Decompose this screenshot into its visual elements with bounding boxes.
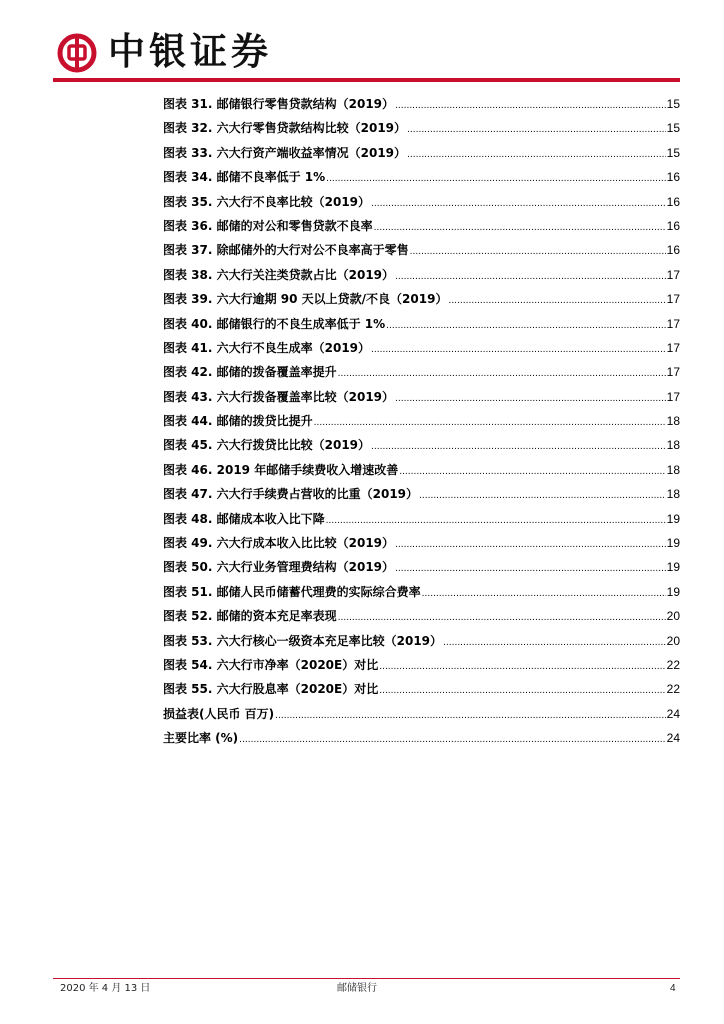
toc-entry-label: 图表 50. 六大行业务管理费结构（2019） — [163, 560, 395, 575]
toc-entry-page: 16 — [666, 194, 680, 209]
toc-entry-label: 损益表(人民币 百万) — [163, 706, 275, 721]
toc-entry-label: 图表 38. 六大行关注类贷款占比（2019） — [163, 267, 395, 282]
toc-entry-page: 19 — [666, 511, 680, 526]
header-divider — [53, 78, 680, 82]
toc-entry-label: 图表 49. 六大行成本收入比比较（2019） — [163, 536, 395, 551]
toc-entry[interactable] — [163, 165, 680, 189]
toc-entry[interactable] — [163, 677, 680, 701]
toc-entry-page: 19 — [666, 536, 680, 551]
toc-entry[interactable] — [163, 238, 680, 262]
toc-dot-leader — [275, 704, 665, 726]
toc-dot-leader — [379, 655, 665, 677]
toc-entry[interactable] — [163, 653, 680, 677]
toc-dot-leader — [395, 387, 666, 409]
page-header — [0, 0, 724, 84]
toc-entry-label: 图表 53. 六大行核心一级资本充足率比较（2019） — [163, 633, 443, 648]
toc-entry-page: 17 — [666, 340, 680, 355]
toc-dot-leader — [371, 192, 666, 214]
toc-dot-leader — [443, 631, 666, 653]
toc-entry[interactable] — [163, 263, 680, 287]
toc-entry-page: 18 — [666, 438, 680, 453]
toc-entry-label: 图表 47. 六大行手续费占营收的比重（2019） — [163, 487, 419, 502]
toc-entry-label: 图表 54. 六大行市净率（2020E）对比 — [163, 657, 379, 672]
toc-entry-page: 22 — [666, 682, 680, 697]
toc-entry[interactable] — [163, 482, 680, 506]
toc-entry[interactable] — [163, 555, 680, 579]
toc-entry-label: 图表 33. 六大行资产端收益率情况（2019） — [163, 145, 407, 160]
bank-of-china-logo — [57, 33, 97, 73]
toc-dot-leader — [407, 143, 666, 165]
toc-entry[interactable] — [163, 287, 680, 311]
toc-dot-leader — [371, 435, 666, 457]
toc-entry[interactable] — [163, 507, 680, 531]
toc-entry-label: 图表 31. 邮储银行零售贷款结构（2019） — [163, 97, 395, 111]
toc-entry-page: 16 — [666, 218, 680, 233]
toc-dot-leader — [326, 167, 665, 189]
toc-dot-leader — [395, 557, 666, 579]
toc-entry-label: 图表 36. 邮储的对公和零售贷款不良率 — [163, 218, 373, 233]
toc-dot-leader — [379, 679, 665, 701]
toc-entry-label: 图表 39. 六大行逾期 90 天以上贷款/不良（2019） — [163, 292, 448, 307]
toc-dot-leader — [371, 338, 666, 360]
toc-entry-page: 19 — [666, 584, 680, 599]
toc-entry-page: 17 — [666, 267, 680, 282]
footer-date: 2020 年 4 月 13 日 — [60, 983, 151, 994]
toc-entry-page: 17 — [666, 389, 680, 404]
toc-dot-leader — [448, 289, 665, 311]
toc-dot-leader — [399, 460, 665, 482]
footer-divider — [53, 978, 680, 979]
table-of-figures — [163, 92, 680, 751]
toc-entry-label: 图表 48. 邮储成本收入比下降 — [163, 511, 325, 526]
toc-entry-label: 图表 37. 除邮储外的大行对公不良率高于零售 — [163, 243, 409, 258]
toc-entry-label: 主要比率 (%) — [163, 731, 239, 746]
toc-entry-label: 图表 52. 邮储的资本充足率表现 — [163, 609, 337, 624]
toc-entry-page: 15 — [666, 121, 680, 136]
toc-dot-leader — [386, 314, 665, 336]
toc-entry[interactable] — [163, 385, 680, 409]
toc-entry-page: 18 — [666, 414, 680, 429]
toc-entry-label: 图表 46. 2019 年邮储手续费收入增速改善 — [163, 462, 399, 477]
toc-dot-leader — [419, 484, 666, 506]
toc-entry-page: 16 — [666, 170, 680, 185]
footer-title: 邮储银行 — [337, 983, 377, 994]
toc-entry[interactable] — [163, 116, 680, 140]
toc-dot-leader — [374, 216, 666, 238]
toc-entry[interactable] — [163, 190, 680, 214]
toc-entry-page: 17 — [666, 292, 680, 307]
toc-entry[interactable] — [163, 433, 680, 457]
toc-entry[interactable] — [163, 360, 680, 384]
toc-entry-page: 19 — [666, 560, 680, 575]
toc-entry-label: 图表 40. 邮储银行的不良生成率低于 1% — [163, 316, 386, 331]
toc-entry-page: 17 — [666, 316, 680, 331]
toc-entry[interactable] — [163, 141, 680, 165]
toc-entry-label: 图表 34. 邮储不良率低于 1% — [163, 170, 326, 185]
toc-entry-page: 22 — [666, 657, 680, 672]
toc-entry-page: 18 — [666, 462, 680, 477]
toc-entry-page: 17 — [666, 365, 680, 380]
toc-entry[interactable] — [163, 214, 680, 238]
toc-entry[interactable] — [163, 458, 680, 482]
toc-dot-leader — [395, 94, 666, 116]
toc-entry-label: 图表 45. 六大行拨贷比比较（2019） — [163, 438, 371, 453]
toc-entry-page: 24 — [666, 706, 680, 721]
toc-dot-leader — [326, 509, 666, 531]
toc-entry-label: 图表 55. 六大行股息率（2020E）对比 — [163, 682, 379, 697]
toc-dot-leader — [239, 728, 665, 750]
toc-entry[interactable] — [163, 336, 680, 360]
toc-entry-page: 18 — [666, 487, 680, 502]
toc-entry-label: 图表 44. 邮储的拨贷比提升 — [163, 414, 313, 429]
toc-entry-label: 图表 32. 六大行零售贷款结构比较（2019） — [163, 121, 407, 136]
toc-dot-leader — [395, 265, 666, 287]
toc-entry-label: 图表 41. 六大行不良生成率（2019） — [163, 340, 371, 355]
toc-entry-page: 20 — [666, 609, 680, 624]
toc-entry[interactable] — [163, 312, 680, 336]
toc-entry[interactable] — [163, 531, 680, 555]
toc-dot-leader — [314, 411, 666, 433]
toc-entry-label: 图表 42. 邮储的拨备覆盖率提升 — [163, 365, 337, 380]
toc-entry[interactable] — [163, 409, 680, 433]
toc-entry-page: 24 — [666, 731, 680, 746]
toc-entry[interactable] — [163, 702, 680, 726]
toc-dot-leader — [410, 240, 666, 262]
toc-entry[interactable] — [163, 92, 680, 116]
toc-entry-label: 图表 43. 六大行拨备覆盖率比较（2019） — [163, 389, 395, 404]
toc-entry[interactable] — [163, 580, 680, 604]
toc-dot-leader — [422, 582, 666, 604]
footer-page-number: 4 — [670, 983, 676, 994]
toc-entry-page: 20 — [666, 633, 680, 648]
toc-dot-leader — [338, 362, 666, 384]
toc-entry-label: 图表 51. 邮储人民币储蓄代理费的实际综合费率 — [163, 584, 421, 599]
toc-entry[interactable] — [163, 629, 680, 653]
toc-entry[interactable] — [163, 726, 680, 750]
toc-entry-page: 16 — [666, 243, 680, 258]
toc-entry-page: 15 — [666, 145, 680, 160]
toc-dot-leader — [395, 533, 666, 555]
toc-dot-leader — [407, 118, 666, 140]
toc-dot-leader — [338, 606, 666, 628]
toc-entry-page: 15 — [666, 97, 680, 111]
brand-name: 中银证券 — [108, 29, 272, 73]
toc-entry-label: 图表 35. 六大行不良率比较（2019） — [163, 194, 371, 209]
toc-entry[interactable] — [163, 604, 680, 628]
